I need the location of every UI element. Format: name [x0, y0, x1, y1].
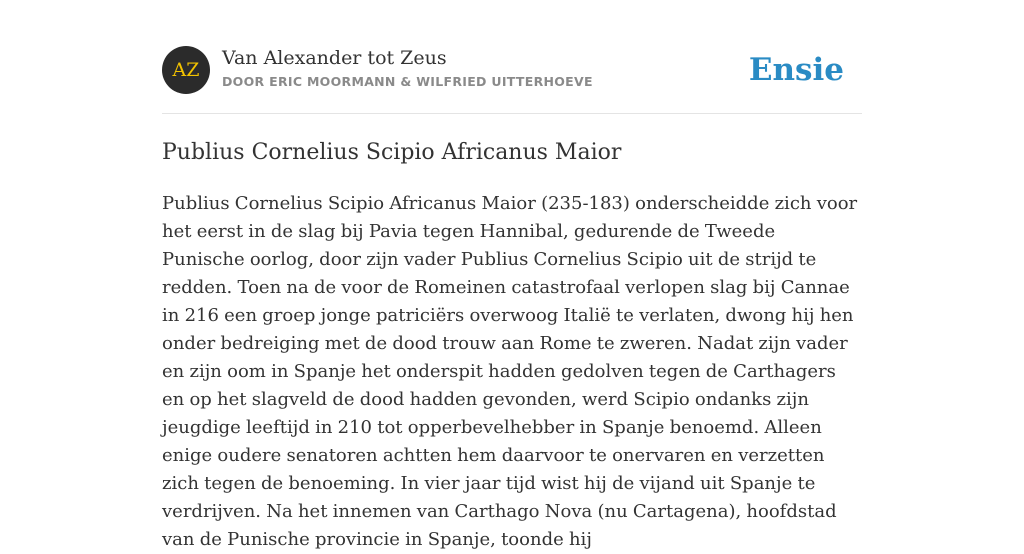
avatar-initials: AZ: [172, 58, 200, 81]
book-avatar[interactable]: [162, 46, 210, 94]
entry-title: Publius Cornelius Scipio Africanus Maior: [162, 140, 622, 165]
ensie-logo-link[interactable]: Ensie: [748, 52, 844, 88]
book-authors: DOOR ERIC MOORMANN & WILFRIED UITTERHOEVE: [222, 74, 593, 89]
book-header: [162, 46, 862, 96]
header-divider: [162, 113, 862, 114]
book-title[interactable]: Van Alexander tot Zeus: [222, 47, 447, 69]
entry-body: Publius Cornelius Scipio Africanus Maior (235-183) onderscheidde zich voor het eerst in de slag bij Pavia tegen Hannibal, gedurende de Tweede Punische oorlog, door zijn vader Publius Cornelius Scipio uit de strijd te redden. Toen na de voor de Romeinen catastrofaal verlopen slag bij Cannae in 216 een groep jonge patriciërs overwoog Italië te verlaten, dwong hij hen onder bedreiging met de dood trouw aan Rome te zweren. Nadat zijn vader en zijn oom in Spanje het onderspit hadden gedolven tegen de Carthagers en op het slagveld de dood hadden gevonden, werd Scipio ondanks zijn jeugdige leeftijd in 210 tot opperbevelhebber in Spanje benoemd. Alleen enige oudere senatoren achtten hem daarvoor te onervaren en verzetten zich tegen de benoeming. In vier jaar tijd wist hij de vijand uit Spanje te verdrijven. Na het innemen van Carthago Nova (nu Cartagena), hoofdstad van de Punische provincie in Spanje, toonde hij: [162, 193, 858, 550]
